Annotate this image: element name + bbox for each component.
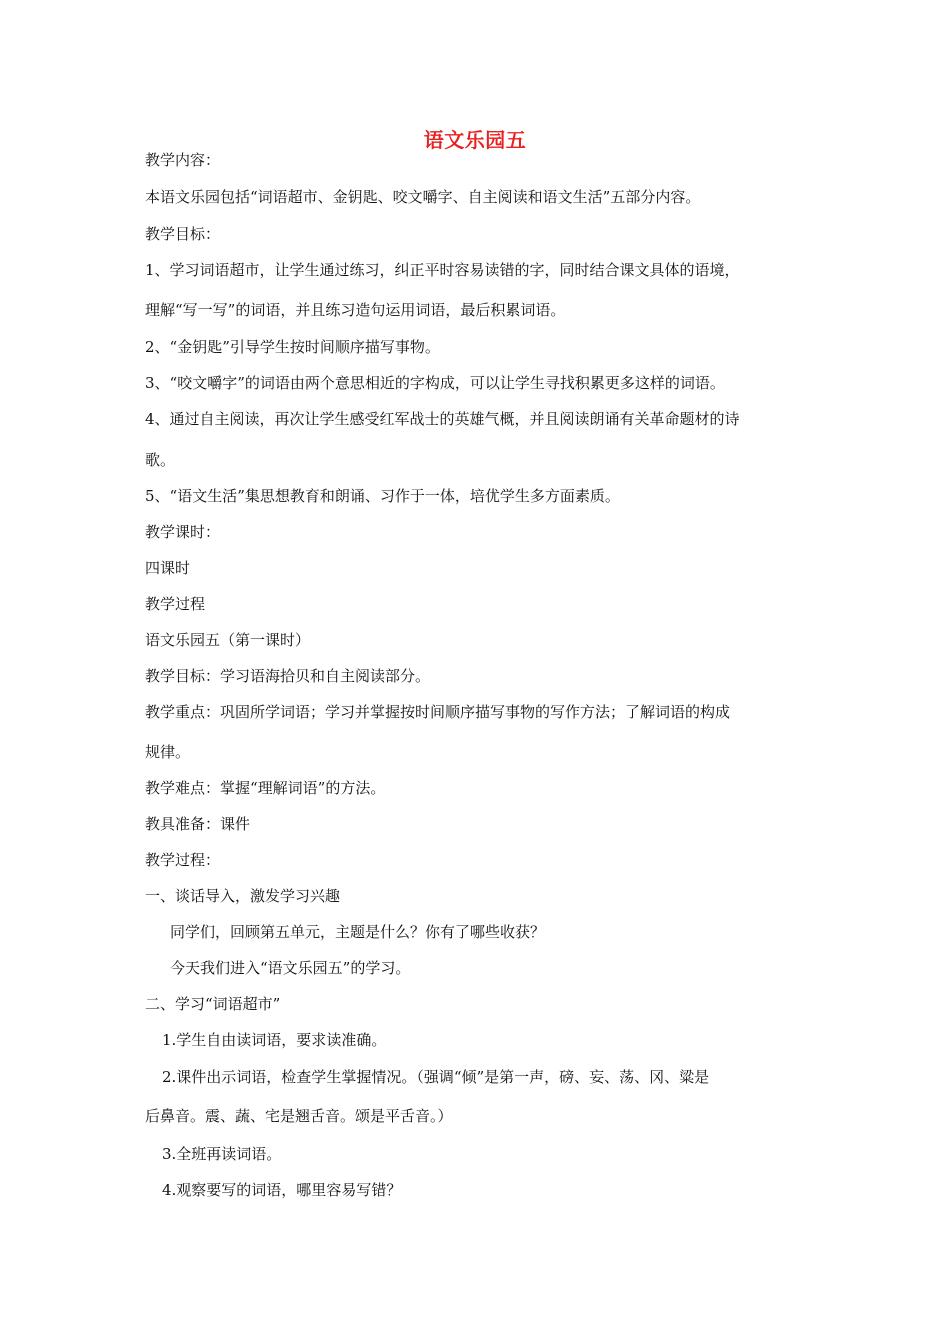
document-title: 语文乐园五 <box>423 128 527 152</box>
paragraph-line: 教学重点：巩固所学词语；学习并掌握按时间顺序描写事物的写作方法；了解词语的构成 <box>145 703 731 721</box>
paragraph-line: 理解“写一写”的词语，并且练习造句运用词语，最后积累词语。 <box>145 301 566 319</box>
paragraph-line: 2、“金钥匙”引导学生按时间顺序描写事物。 <box>145 338 440 356</box>
paragraph-line: 教具准备：课件 <box>145 815 251 833</box>
paragraph-line: 教学内容： <box>145 151 221 169</box>
paragraph-line: 教学过程： <box>145 851 221 869</box>
paragraph-line: 规律。 <box>145 743 191 761</box>
paragraph-line: 教学过程 <box>145 595 206 613</box>
paragraph-line: 5、“语文生活”集思想教育和朗诵、习作于一体，培优学生多方面素质。 <box>145 487 620 505</box>
paragraph-line: 教学课时： <box>145 523 221 541</box>
paragraph-line: 4、通过自主阅读，再次让学生感受红军战士的英雄气概，并且阅读朗诵有关革命题材的诗 <box>145 410 740 428</box>
paragraph-line: 语文乐园五（第一课时） <box>145 631 311 649</box>
paragraph-line: 4.观察要写的词语，哪里容易写错？ <box>162 1181 402 1199</box>
paragraph-line: 四课时 <box>145 559 191 577</box>
paragraph-line: 一、谈话导入，激发学习兴趣 <box>145 887 341 905</box>
paragraph-line: 教学目标：学习语海拾贝和自主阅读部分。 <box>145 667 431 685</box>
paragraph-line: 今天我们进入“语文乐园五”的学习。 <box>170 959 411 977</box>
paragraph-line: 教学难点：掌握“理解词语”的方法。 <box>145 779 386 797</box>
paragraph-line: 1、学习词语超市，让学生通过练习，纠正平时容易读错的字，同时结合课文具体的语境， <box>145 261 740 279</box>
paragraph-line: 二、学习“词语超市” <box>145 995 281 1013</box>
paragraph-line: 后鼻音。震、蔬、宅是翘舌音。颂是平舌音。） <box>145 1107 453 1125</box>
paragraph-line: 教学目标： <box>145 225 221 243</box>
paragraph-line: 3、“咬文嚼字”的词语由两个意思相近的字构成，可以让学生寻找积累更多这样的词语。 <box>145 374 725 392</box>
paragraph-line: 歌。 <box>145 451 176 469</box>
paragraph-line: 1.学生自由读词语，要求读准确。 <box>162 1031 387 1049</box>
paragraph-line: 3.全班再读词语。 <box>162 1145 282 1163</box>
paragraph-line: 同学们，回顾第五单元，主题是什么？你有了哪些收获？ <box>170 923 546 941</box>
paragraph-line: 本语文乐园包括“词语超市、金钥匙、咬文嚼字、自主阅读和语文生活”五部分内容。 <box>145 188 701 206</box>
paragraph-line: 2.课件出示词语，检查学生掌握情况。（强调“倾”是第一声，磅、妄、荡、冈、粱是 <box>162 1068 710 1086</box>
